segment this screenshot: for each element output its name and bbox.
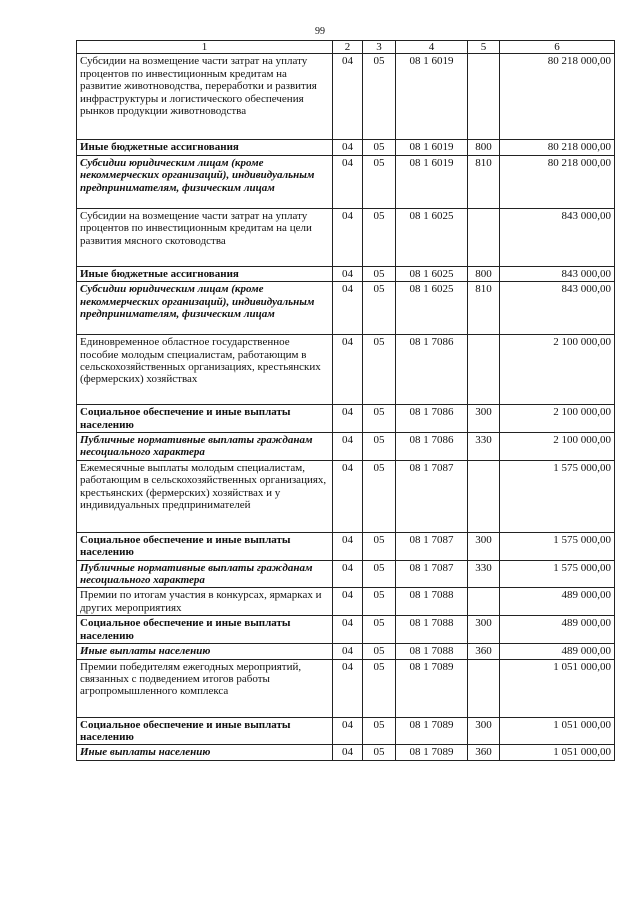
row-vr: 800 bbox=[468, 140, 500, 155]
row-pr: 05 bbox=[363, 745, 396, 760]
row-csr: 08 1 7088 bbox=[396, 588, 468, 616]
header-col-rz: 2 bbox=[333, 41, 363, 54]
row-sum: 1 051 000,00 bbox=[500, 745, 615, 760]
row-pr: 05 bbox=[363, 659, 396, 717]
table-row bbox=[77, 405, 615, 433]
row-vr: 360 bbox=[468, 644, 500, 659]
row-vr: 810 bbox=[468, 282, 500, 335]
row-sum: 1 051 000,00 bbox=[500, 659, 615, 717]
row-sum: 1 051 000,00 bbox=[500, 717, 615, 745]
row-vr: 330 bbox=[468, 433, 500, 461]
row-rz: 04 bbox=[333, 588, 363, 616]
row-pr: 05 bbox=[363, 560, 396, 588]
row-csr: 08 1 6025 bbox=[396, 208, 468, 266]
table-row bbox=[77, 659, 615, 717]
row-name: Субсидии на возмещение части затрат на уплату процентов по инвестиционным кредитам на цели развития мясного скотоводства bbox=[77, 208, 333, 266]
header-col-sum: 6 bbox=[500, 41, 615, 54]
row-sum: 843 000,00 bbox=[500, 266, 615, 281]
row-csr: 08 1 7088 bbox=[396, 644, 468, 659]
row-sum: 80 218 000,00 bbox=[500, 54, 615, 140]
row-sum: 80 218 000,00 bbox=[500, 140, 615, 155]
row-sum: 1 575 000,00 bbox=[500, 460, 615, 532]
row-csr: 08 1 7089 bbox=[396, 745, 468, 760]
row-rz: 04 bbox=[333, 155, 363, 208]
table-row bbox=[77, 745, 615, 760]
row-pr: 05 bbox=[363, 266, 396, 281]
row-pr: 05 bbox=[363, 208, 396, 266]
row-name: Иные бюджетные ассигнования bbox=[77, 266, 333, 281]
row-vr: 800 bbox=[468, 266, 500, 281]
row-sum: 2 100 000,00 bbox=[500, 433, 615, 461]
row-sum: 843 000,00 bbox=[500, 208, 615, 266]
row-csr: 08 1 6025 bbox=[396, 266, 468, 281]
row-name: Иные выплаты населению bbox=[77, 745, 333, 760]
table-row bbox=[77, 54, 615, 140]
row-vr: 330 bbox=[468, 560, 500, 588]
row-sum: 489 000,00 bbox=[500, 644, 615, 659]
row-pr: 05 bbox=[363, 532, 396, 560]
table-row bbox=[77, 433, 615, 461]
row-pr: 05 bbox=[363, 54, 396, 140]
budget-table bbox=[76, 40, 615, 761]
row-name: Субсидии юридическим лицам (кроме некоммерческих организаций), индивидуальным предпринимателям, физическим лицам bbox=[77, 282, 333, 335]
row-rz: 04 bbox=[333, 560, 363, 588]
row-vr: 810 bbox=[468, 155, 500, 208]
header-col-pr: 3 bbox=[363, 41, 396, 54]
table-row bbox=[77, 208, 615, 266]
table-row bbox=[77, 335, 615, 405]
row-rz: 04 bbox=[333, 405, 363, 433]
row-csr: 08 1 7088 bbox=[396, 616, 468, 644]
row-rz: 04 bbox=[333, 433, 363, 461]
page-number: 99 bbox=[315, 26, 325, 37]
table-row bbox=[77, 266, 615, 281]
row-pr: 05 bbox=[363, 335, 396, 405]
row-vr bbox=[468, 588, 500, 616]
row-csr: 08 1 6019 bbox=[396, 155, 468, 208]
row-vr bbox=[468, 659, 500, 717]
row-rz: 04 bbox=[333, 266, 363, 281]
row-rz: 04 bbox=[333, 659, 363, 717]
row-name: Субсидии на возмещение части затрат на уплату процентов по инвестиционным кредитам на развитие животноводства, переработки и развития инфраструктуры и логистического обеспечения рынков продукции животноводства bbox=[77, 54, 333, 140]
row-name: Ежемесячные выплаты молодым специалистам, работающим в сельскохозяйственных организациях, крестьянских (фермерских) хозяйствах и у индивидуальных предпринимателей bbox=[77, 460, 333, 532]
row-name: Публичные нормативные выплаты гражданам несоциального характера bbox=[77, 560, 333, 588]
row-pr: 05 bbox=[363, 588, 396, 616]
row-csr: 08 1 6019 bbox=[396, 140, 468, 155]
table-row bbox=[77, 282, 615, 335]
row-pr: 05 bbox=[363, 616, 396, 644]
row-name: Социальное обеспечение и иные выплаты населению bbox=[77, 532, 333, 560]
row-rz: 04 bbox=[333, 335, 363, 405]
row-pr: 05 bbox=[363, 644, 396, 659]
row-vr bbox=[468, 335, 500, 405]
table-row bbox=[77, 588, 615, 616]
header-col-csr: 4 bbox=[396, 41, 468, 54]
row-name: Единовременное областное государственное пособие молодым специалистам, работающим в сельскохозяйственных организациях, крестьянских (фермерских) хозяйствах bbox=[77, 335, 333, 405]
table-row bbox=[77, 460, 615, 532]
row-csr: 08 1 7086 bbox=[396, 335, 468, 405]
row-name: Социальное обеспечение и иные выплаты населению bbox=[77, 616, 333, 644]
row-rz: 04 bbox=[333, 532, 363, 560]
row-csr: 08 1 7087 bbox=[396, 460, 468, 532]
row-csr: 08 1 7089 bbox=[396, 659, 468, 717]
row-name: Премии победителям ежегодных мероприятий, связанных с подведением итогов работы агропромышленного комплекса bbox=[77, 659, 333, 717]
row-name: Иные бюджетные ассигнования bbox=[77, 140, 333, 155]
table-row bbox=[77, 560, 615, 588]
table-row bbox=[77, 155, 615, 208]
row-pr: 05 bbox=[363, 433, 396, 461]
row-pr: 05 bbox=[363, 282, 396, 335]
row-rz: 04 bbox=[333, 282, 363, 335]
row-sum: 489 000,00 bbox=[500, 588, 615, 616]
row-rz: 04 bbox=[333, 644, 363, 659]
row-name: Субсидии юридическим лицам (кроме некоммерческих организаций), индивидуальным предпринимателям, физическим лицам bbox=[77, 155, 333, 208]
row-rz: 04 bbox=[333, 140, 363, 155]
row-csr: 08 1 6019 bbox=[396, 54, 468, 140]
table-row bbox=[77, 717, 615, 745]
row-name: Социальное обеспечение и иные выплаты населению bbox=[77, 405, 333, 433]
header-col-vr: 5 bbox=[468, 41, 500, 54]
row-sum: 1 575 000,00 bbox=[500, 560, 615, 588]
row-pr: 05 bbox=[363, 717, 396, 745]
row-rz: 04 bbox=[333, 616, 363, 644]
row-pr: 05 bbox=[363, 405, 396, 433]
row-csr: 08 1 7087 bbox=[396, 532, 468, 560]
table-row bbox=[77, 644, 615, 659]
row-vr: 360 bbox=[468, 745, 500, 760]
row-vr: 300 bbox=[468, 532, 500, 560]
row-csr: 08 1 7086 bbox=[396, 405, 468, 433]
row-sum: 2 100 000,00 bbox=[500, 335, 615, 405]
row-sum: 489 000,00 bbox=[500, 616, 615, 644]
row-name: Иные выплаты населению bbox=[77, 644, 333, 659]
row-pr: 05 bbox=[363, 155, 396, 208]
row-vr bbox=[468, 208, 500, 266]
row-rz: 04 bbox=[333, 460, 363, 532]
table-row bbox=[77, 616, 615, 644]
table-row bbox=[77, 140, 615, 155]
row-rz: 04 bbox=[333, 208, 363, 266]
row-csr: 08 1 6025 bbox=[396, 282, 468, 335]
row-csr: 08 1 7086 bbox=[396, 433, 468, 461]
row-rz: 04 bbox=[333, 717, 363, 745]
row-vr bbox=[468, 54, 500, 140]
row-sum: 2 100 000,00 bbox=[500, 405, 615, 433]
table-header-row bbox=[77, 41, 615, 54]
row-rz: 04 bbox=[333, 745, 363, 760]
row-csr: 08 1 7089 bbox=[396, 717, 468, 745]
row-vr bbox=[468, 460, 500, 532]
row-vr: 300 bbox=[468, 717, 500, 745]
row-name: Публичные нормативные выплаты гражданам несоциального характера bbox=[77, 433, 333, 461]
row-pr: 05 bbox=[363, 460, 396, 532]
row-sum: 80 218 000,00 bbox=[500, 155, 615, 208]
row-csr: 08 1 7087 bbox=[396, 560, 468, 588]
row-vr: 300 bbox=[468, 405, 500, 433]
row-sum: 843 000,00 bbox=[500, 282, 615, 335]
row-vr: 300 bbox=[468, 616, 500, 644]
header-col-name: 1 bbox=[77, 41, 333, 54]
row-pr: 05 bbox=[363, 140, 396, 155]
row-rz: 04 bbox=[333, 54, 363, 140]
row-sum: 1 575 000,00 bbox=[500, 532, 615, 560]
row-name: Социальное обеспечение и иные выплаты населению bbox=[77, 717, 333, 745]
row-name: Премии по итогам участия в конкурсах, ярмарках и других мероприятиях bbox=[77, 588, 333, 616]
table-row bbox=[77, 532, 615, 560]
